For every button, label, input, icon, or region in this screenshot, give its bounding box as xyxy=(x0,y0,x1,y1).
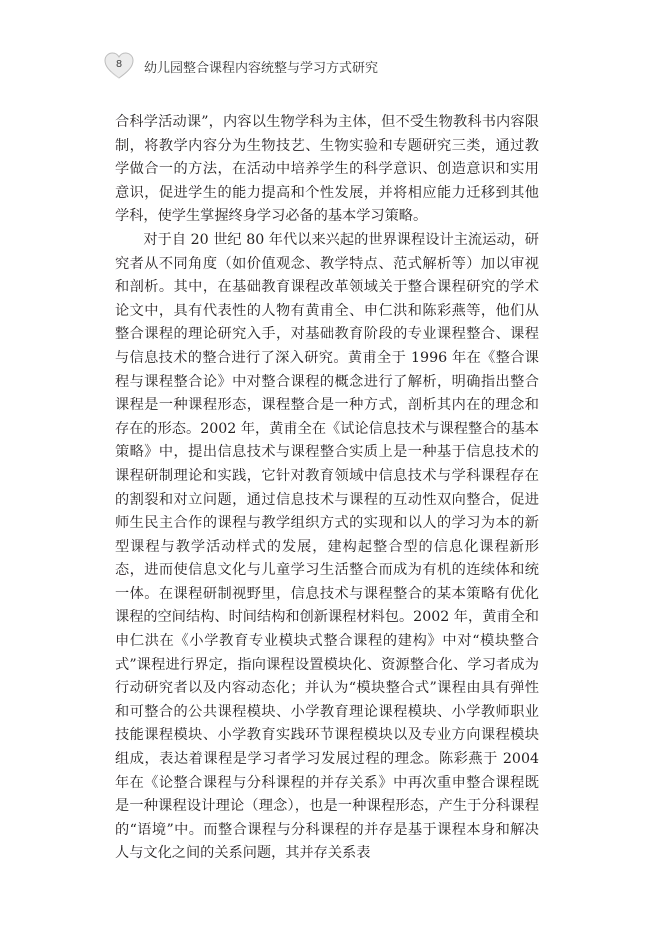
page-header xyxy=(103,49,563,83)
running-title: 幼儿园整合课程内容统整与学习方式研究 xyxy=(144,61,379,76)
paragraph: 对于自 20 世纪 80 年代以来兴起的世界课程设计主流运动，研究者从不同角度（如价值观念、教学特点、范式解析等）加以审视和剖析。其中，在基础教育课程改革领域关于整合课程研究的学术论文中，具有代表性的人物有黄甫全、申仁洪和陈彩燕等，他们从整合课程的理论研究入手，对基础教育阶段的专业课程整合、课程与信息技术的整合进行了深入研究。黄甫全于 1996 年在《整合课程与课程整合论》中对整合课程的概念进行了解析，明确指出整合课程是一种课程形态，课程整合是一种方式，剖析其内在的理念和存在的形态。2002 年，黄甫全在《试论信息技术与课程整合的基本策略》中，提出信息技术与课程整合实质上是一种基于信息技术的课程研制理论和实践，它针对教育领域中信息技术与学科课程存在的割裂和对立问题，通过信息技术与课程的互动性双向整合，促进师生民主合作的课程与教学组织方式的实现和以人的学习为本的新型课程与教学活动样式的发展，建构起整合型的信息化课程新形态，进而使信息文化与儿童学习生活整合而成为有机的连续体和统一体。在课程研制视野里，信息技术与课程整合的某本策略有优化课程的空间结构、时间结构和创新课程材料包。2002 年，黄甫全和申仁洪在《小学教育专业模块式整合课程的建构》中对“模块整合式”课程进行界定，指向课程设置模块化、资源整合化、学习者成为行动研究者以及内容动态化；并认为“模块整合式”课程由具有弹性和可整合的公共课程模块、小学教育理论课程模块、小学教师职业技能课程模块、小学教育实践环节课程模块以及专业方向课程模块组成，表达着课程是学习者学习发展过程的理念。陈彩燕于 2004 年在《论整合课程与分科课程的并存关系》中再次重申整合课程既是一种课程设计理论（理念），也是一种课程形态，产生于分科课程的“语境”中。而整合课程与分科课程的并存是基于课程本身和解决人与文化之间的关系问题，其并存关系表 xyxy=(115,231,539,862)
page-number-badge xyxy=(103,51,135,81)
body-text xyxy=(115,111,539,866)
paragraph-continued: 合科学活动课”，内容以生物学科为主体，但不受生物教科书内容限制，将教学内容分为生物技艺、生物实验和专题研究三类，通过教学做合一的方法，在活动中培养学生的科学意识、创造意识和实用意识，促进学生的能力提高和个性发展，并将相应能力迁移到其他学科，使学生掌握终身学习必备的基本学习策略。 xyxy=(115,114,539,225)
page-number: 8 xyxy=(115,59,123,70)
